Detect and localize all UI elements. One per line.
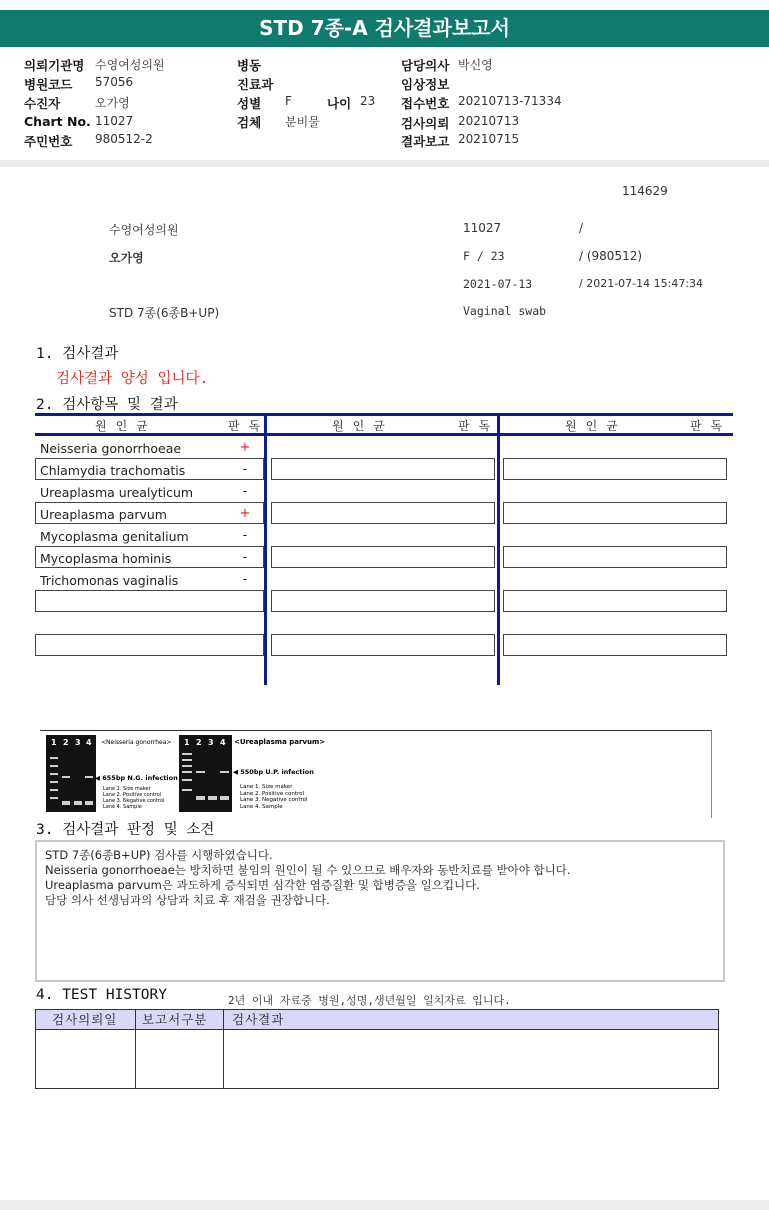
cell-box [35, 590, 264, 612]
history-col-divider [223, 1010, 224, 1088]
report-date-label: 결과보고 [401, 134, 450, 149]
gel-band [182, 759, 192, 761]
opinion-line-2: Neisseria gonorrhoeae는 방치하면 불임의 원인이 될 수 있으므로 배우자와 동반치료를 받아야 합니다. [45, 863, 571, 877]
report-specimen: Vaginal swab [463, 304, 547, 318]
gel-legend-line: Lane 4. Sample [103, 804, 142, 810]
gel-band [74, 801, 82, 805]
gel-left-band-text: 655bp N.G. infection [102, 774, 178, 782]
pathogen-row-3-mark: - [242, 484, 248, 499]
gel-band [50, 757, 58, 759]
history-header-row [36, 1010, 718, 1030]
gel-lane-number: 3 [75, 738, 81, 747]
gel-legend-line: Lane 1. Size maker [103, 786, 151, 792]
gel-image-right [179, 735, 232, 812]
gel-band [182, 789, 192, 791]
gel-band [220, 771, 229, 773]
cell-box [271, 590, 495, 612]
history-col-result: 검사결과 [232, 1012, 285, 1027]
receipt-no-value: 20210713-71334 [458, 94, 562, 108]
report-sex-age: F / 23 [463, 249, 505, 263]
gel-band [50, 797, 58, 799]
age-label: 나이 [327, 96, 352, 111]
cell-box [271, 502, 495, 524]
doctor-label: 담당의사 [401, 58, 450, 73]
gel-band [182, 753, 192, 755]
age-value: 23 [360, 94, 376, 108]
request-date-label: 검사의뢰 [401, 116, 450, 131]
pathogen-row-1-mark: + [239, 440, 251, 455]
chart-no-label: Chart No. [24, 114, 91, 129]
sex-label: 성별 [237, 96, 262, 111]
header-pathogen-3: 원인균 [565, 419, 627, 433]
department-label: 진료과 [237, 77, 274, 92]
gel-legend-line: Lane 2. Positive control [103, 792, 162, 798]
header-pathogen-1: 원인균 [95, 419, 157, 433]
gel-band [196, 796, 205, 800]
header-judgement-3: 판독 [690, 419, 732, 433]
gel-band [85, 801, 93, 805]
sex-value: F [285, 94, 292, 108]
gel-right-band-label: ◀ 550bp U.P. infection [233, 768, 314, 776]
opinion-line-4: 담당 의사 선생님과의 상담과 치료 후 재검을 권장합니다. [45, 893, 330, 907]
clinical-info-label: 임상정보 [401, 77, 450, 92]
gel-legend-line: Lane 3. Negative control [240, 797, 308, 803]
history-note: 2년 이내 자료중 병원,성명,생년월일 일치자료 입니다. [228, 994, 511, 1007]
specimen-value: 분비물 [285, 115, 320, 129]
pathogen-row-2-name: Chlamydia trachomatis [40, 463, 186, 478]
gel-right-legend [240, 784, 308, 810]
gel-band [196, 771, 205, 773]
gel-band [220, 796, 229, 800]
pathogen-row-5-name: Mycoplasma genitalium [40, 529, 189, 544]
chart-no-value: 11027 [95, 114, 134, 128]
gel-right-band-text: 550bp U.P. infection [240, 768, 314, 776]
doctor-value: 박신영 [458, 58, 493, 72]
cell-box [271, 458, 495, 480]
pathogen-row-4-name: Ureaplasma parvum [40, 507, 167, 522]
section2-title: 2. 검사항목 및 결과 [36, 397, 178, 413]
hospital-code-value: 57056 [95, 75, 134, 89]
gel-band [182, 771, 192, 773]
table-col-rule-2 [497, 413, 500, 685]
footer-bar [0, 1200, 769, 1210]
gel-lane-number: 1 [184, 738, 190, 747]
cell-box [503, 458, 727, 480]
gel-band [50, 781, 58, 783]
table-top-rule [35, 413, 733, 416]
gel-band [182, 779, 192, 781]
resident-no-label: 주민번호 [24, 134, 73, 149]
section4-title: 4. TEST HISTORY [36, 987, 167, 1003]
gel-lane-number: 4 [86, 738, 92, 747]
section1-title: 1. 검사결과 [36, 346, 119, 362]
report-birth: / (980512) [579, 249, 643, 263]
gel-band [182, 765, 192, 767]
pathogen-row-7-name: Trichomonas vaginalis [40, 573, 179, 588]
opinion-line-3: Ureaplasma parvum은 과도하게 증식되면 심각한 염증질환 및 합병증을 일으킵니다. [45, 878, 480, 892]
header-judgement-1: 판독 [228, 419, 270, 433]
gel-lane-number: 2 [63, 738, 69, 747]
report-slash: / [579, 221, 584, 235]
report-patient: 오가영 [109, 251, 144, 265]
report-reported-datetime: / 2021-07-14 15:47:34 [579, 277, 704, 290]
gel-legend-line: Lane 4. Sample [240, 803, 283, 810]
history-table [35, 1009, 719, 1089]
section3-title: 3. 검사결과 판정 및 소견 [36, 822, 215, 838]
report-received-date: 2021-07-13 [463, 277, 533, 291]
header-judgement-2: 판독 [458, 419, 500, 433]
resident-no-value: 980512-2 [95, 132, 153, 146]
report-test-name: STD 7종(6종B+UP) [109, 306, 220, 320]
header-pathogen-2: 원인균 [332, 419, 394, 433]
gel-lane-number: 3 [208, 738, 214, 747]
report-title: STD 7종-A 검사결과보고서 [0, 10, 769, 47]
hospital-code-label: 병원코드 [24, 77, 73, 92]
report-chart: 11027 [463, 221, 502, 235]
gel-lane-number: 4 [220, 738, 226, 747]
gel-left-title: <Neisseria gonorrhea> [101, 739, 172, 746]
gel-legend-line: Lane 1. Size maker [240, 784, 293, 790]
patient-name-label: 수진자 [24, 96, 61, 111]
specimen-label: 검체 [237, 115, 262, 130]
gel-legend-line: Lane 3. Negative control [103, 798, 165, 804]
pathogen-row-5-mark: - [242, 528, 248, 543]
gel-left-band-label: ◀ 655bp N.G. infection [95, 774, 178, 782]
opinion-line-1: STD 7종(6종B+UP) 검사를 시행하였습니다. [45, 848, 273, 862]
ward-label: 병동 [237, 58, 262, 73]
history-col-divider [135, 1010, 136, 1088]
hospital-name-value: 수영여성의원 [95, 58, 165, 72]
opinion-box [35, 840, 725, 982]
cell-box [35, 634, 264, 656]
gel-left-legend [103, 786, 164, 810]
gel-band [50, 773, 58, 775]
pathogen-row-7-mark: - [242, 572, 248, 587]
gel-band [208, 796, 217, 800]
gel-image-left [46, 735, 96, 812]
cell-box [503, 546, 727, 568]
report-date-value: 20210715 [458, 132, 520, 146]
gel-band [50, 789, 58, 791]
report-hospital: 수영여성의원 [109, 223, 179, 237]
cell-box [503, 590, 727, 612]
cell-box [503, 502, 727, 524]
history-col-request-date: 검사의뢰일 [52, 1012, 118, 1027]
gel-band [62, 801, 70, 805]
cell-box [271, 634, 495, 656]
pathogen-row-3-name: Ureaplasma urealyticum [40, 485, 194, 500]
history-col-report-type: 보고서구분 [142, 1012, 208, 1027]
hospital-name-label: 의뢰기관명 [24, 58, 85, 73]
cell-box [271, 546, 495, 568]
gel-right-title: <Ureaplasma parvum> [234, 738, 326, 746]
table-col-rule-1 [264, 413, 267, 685]
gel-legend-line: Lane 2. Positive control [240, 790, 305, 797]
gel-lane-number: 1 [51, 738, 57, 747]
receipt-no-label: 접수번호 [401, 96, 450, 111]
pathogen-row-6-mark: - [242, 550, 248, 565]
gel-band [50, 765, 58, 767]
pathogen-row-6-name: Mycoplasma hominis [40, 551, 172, 566]
report-number: 114629 [622, 184, 668, 198]
pathogen-row-4-mark: + [239, 506, 251, 521]
gel-lane-number: 2 [196, 738, 202, 747]
cell-box [503, 634, 727, 656]
patient-name-value: 오가영 [95, 96, 130, 110]
request-date-value: 20210713 [458, 114, 520, 128]
header-divider [0, 160, 769, 167]
gel-band [62, 776, 70, 778]
pathogen-row-1-name: Neisseria gonorrhoeae [40, 441, 182, 456]
pathogen-row-2-mark: - [242, 462, 248, 477]
overall-result: 검사결과 양성 입니다. [56, 371, 209, 387]
gel-band [85, 776, 93, 778]
